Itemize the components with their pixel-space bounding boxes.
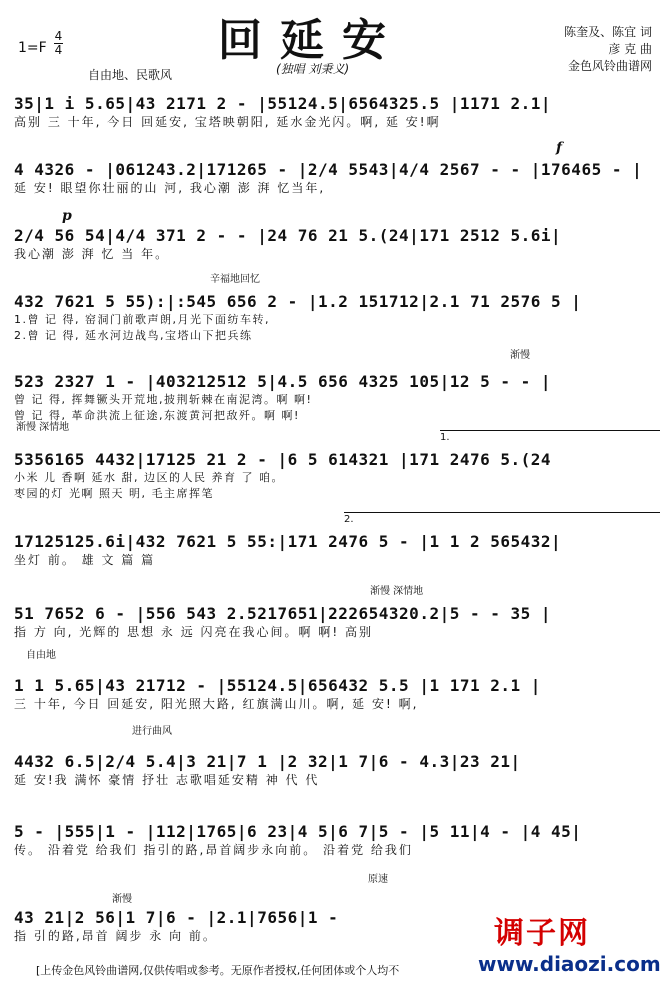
lyrics-line: 指 方 向, 光辉的 思想 永 远 闪亮在我心间。啊 啊! 高别 [14, 625, 373, 639]
credits [564, 24, 652, 75]
score-system-4 [14, 292, 660, 343]
composer-credit: 彦 克 曲 [608, 42, 652, 56]
notes-line: 4 4326 - |061243.2|171265 - |2/4 5543|4/4 2567 - - |176465 - | [14, 160, 643, 179]
key-signature: 1=F [18, 40, 47, 56]
lyrics-line: 曾 记 得, 挥舞镢头开荒地,披荆斩棘在南泥湾。啊 啊! [14, 393, 313, 406]
score-system-8 [14, 604, 660, 640]
watermark-url: www.diaozi.com [478, 952, 661, 976]
lyrics-line: 坐灯 前。 雄 文 篇 篇 [14, 553, 156, 567]
tempo-mark: 渐慢 [510, 350, 530, 361]
site-credit: 金色风铃曲谱网 [567, 59, 652, 73]
score-system-1 [14, 94, 660, 130]
watermark-name: 调子网 [494, 916, 590, 951]
lyrics-line: 小米 儿 香啊 延水 甜, 边区的人民 养育 了 咱。 [14, 471, 284, 484]
notes-line: 17125125.6i|432 7621 5 55:|171 2476 5 - |1 1 2 565432| [14, 532, 562, 551]
notes-line: 51 7652 6 - |556 543 2.5217651|222654320.2|5 - - 35 | [14, 604, 552, 623]
time-denominator: 4 [54, 43, 63, 57]
notes-line: 1 1 5.65|43 21712 - |55124.5|656432 5.5 |1 171 2.1 | [14, 676, 541, 695]
notes-line: 523 2327 1 - |403212512 5|4.5 656 4325 105|12 5 - - | [14, 372, 552, 391]
lyricist-credit: 陈奎及、陈宜 词 [564, 25, 652, 39]
score-system-6 [14, 450, 660, 501]
watermark [472, 906, 662, 982]
lyrics-line-verse-2: 2.曾 记 得, 延水河边战鸟,宝塔山下把兵练 [14, 329, 253, 342]
footer-note: [上传金色风铃曲谱网,仅供传唱或参考。无原作者授权,任何团体或个人均不 [36, 964, 400, 977]
score-system-5 [14, 372, 660, 423]
dynamic-mark: p [62, 208, 72, 224]
expression-mark: 自由地 [26, 650, 56, 661]
volta-1: 1. [440, 432, 450, 443]
notes-line: 5 - |555|1 - |112|1765|6 23|4 5|6 7|5 - |5 11|4 - |4 45| [14, 822, 582, 841]
lyrics-line: 延 安!我 满怀 豪情 抒壮 志歌唱延安精 神 代 代 [14, 773, 320, 787]
expression-mark: 辛福地回忆 [210, 274, 260, 285]
notes-line: 432 7621 5 55):|:545 656 2 - |1.2 151712|2.1 71 2576 5 | [14, 292, 582, 311]
score-system-7 [14, 532, 660, 568]
time-signature [54, 30, 63, 57]
lyrics-line-verse-2: 枣园的灯 光啊 照天 明, 毛主席挥笔 [14, 487, 214, 500]
tempo-mark: 原速 [368, 874, 388, 885]
dynamic-mark: f [556, 140, 563, 156]
lyrics-line: 我心潮 澎 湃 忆 当 年。 [14, 247, 170, 261]
time-numerator: 4 [54, 29, 63, 43]
expression-mark: 进行曲风 [132, 726, 172, 737]
tempo-mark: 渐慢 深情地 [16, 422, 70, 433]
score-system-11 [14, 822, 660, 858]
tempo-mark: 渐慢 [112, 894, 132, 905]
style-note: 自由地、民歌风 [88, 68, 173, 82]
lyrics-line-verse-2: 曾 记 得, 革命洪流上征途,东渡黄河把敌歼。啊 啊! [14, 409, 300, 422]
score-system-3 [14, 226, 660, 262]
lyrics-line: 1.曾 记 得, 窑洞门前歌声朗,月光下面纺车转, [14, 313, 270, 326]
tempo-mark: 渐慢 深情地 [370, 586, 424, 597]
notes-line: 35|1 i 5.65|43 2171 2 - |55124.5|6564325.5 |1171 2.1| [14, 94, 552, 113]
song-title: 回延安 [218, 15, 404, 66]
lyrics-line: 高别 三 十年, 今日 回延安, 宝塔映朝阳, 延水金光闪。啊, 延 安!啊 [14, 115, 441, 129]
score-system-2 [14, 160, 660, 196]
lyrics-line: 指 引的路,昂首 阔步 永 向 前。 [14, 929, 217, 943]
lyrics-line: 三 十年, 今日 回延安, 阳光照大路, 红旗满山川。啊, 延 安! 啊, [14, 697, 419, 711]
lyrics-line: 延 安! 眼望你壮丽的山 河, 我心潮 澎 湃 忆当年, [14, 181, 326, 195]
notes-line: 5356165 4432|17125 21 2 - |6 5 614321 |171 2476 5.(24 [14, 450, 552, 469]
volta-2: 2. [344, 514, 354, 525]
score-system-9 [14, 676, 660, 712]
lyrics-line: 传。 沿着党 给我们 指引的路,昂首阔步永向前。 沿着党 给我们 [14, 843, 413, 857]
notes-line: 43 21|2 56|1 7|6 - |2.1|7656|1 - [14, 908, 339, 927]
volta-1-bracket [440, 430, 660, 431]
volta-2-bracket [344, 512, 660, 513]
notes-line: 2/4 56 54|4/4 371 2 - - |24 76 21 5.(24|171 2512 5.6i| [14, 226, 562, 245]
score-system-10 [14, 752, 660, 788]
notes-line: 4432 6.5|2/4 5.4|3 21|7 1 |2 32|1 7|6 - 4.3|23 21| [14, 752, 521, 771]
performance-note: (独唱 刘秉义) [276, 62, 350, 76]
